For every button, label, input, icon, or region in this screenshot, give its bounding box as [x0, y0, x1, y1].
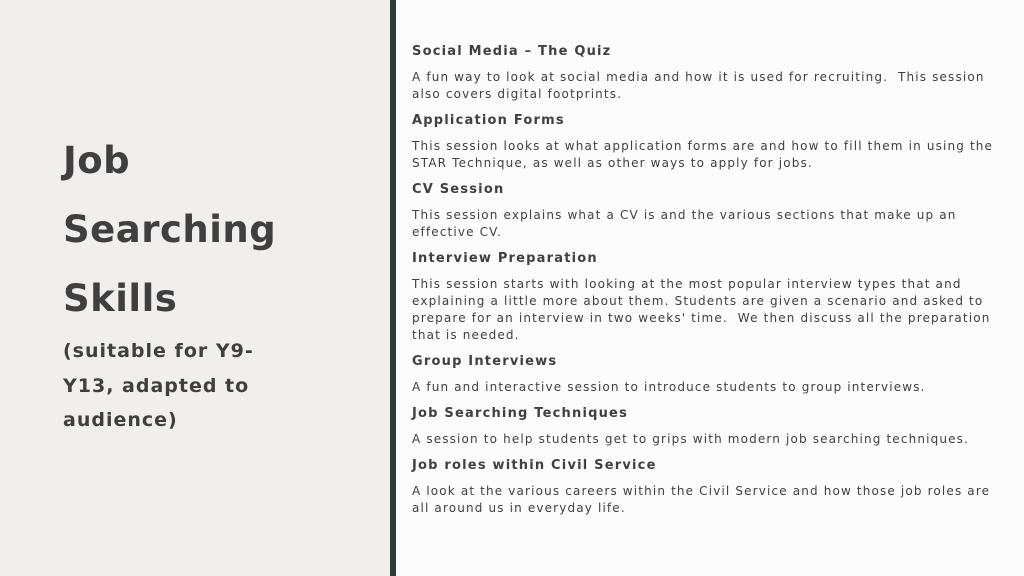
session-heading: Job roles within Civil Service — [412, 458, 657, 473]
session-item — [412, 248, 1012, 344]
session-item — [412, 403, 1012, 448]
session-description: This session starts with looking at the most popular interview types that and explaining a little more about them. Students are given a scenario and asked to prepare for an interview in two weeks' time. We then discuss all the preparation that is needed. — [412, 277, 996, 342]
session-heading: Group Interviews — [412, 354, 558, 369]
session-description: A fun way to look at social media and how it is used for recruiting. This session also covers digital footprints. — [412, 70, 990, 101]
session-list — [412, 41, 1012, 524]
session-item — [412, 41, 1012, 103]
session-heading: Social Media – The Quiz — [412, 44, 612, 59]
session-description: A session to help students get to grips with modern job searching techniques. — [412, 432, 970, 446]
title-line-3: Skills — [63, 277, 178, 320]
session-item — [412, 110, 1012, 172]
session-heading: Interview Preparation — [412, 251, 598, 266]
session-item — [412, 351, 1012, 396]
session-description: This session looks at what application forms are and how to fill them in using the STAR Technique, as well as other ways to apply for jobs. — [412, 139, 999, 170]
title-line-2: Searching — [63, 208, 277, 251]
audience-subtitle: (suitable for Y9-Y13, adapted to audience) — [63, 340, 254, 431]
session-heading: Job Searching Techniques — [412, 406, 629, 421]
session-item — [412, 179, 1012, 241]
session-description: This session explains what a CV is and the various sections that make up an effective CV. — [412, 208, 962, 239]
session-description: A fun and interactive session to introduce students to group interviews. — [412, 380, 926, 394]
session-heading: CV Session — [412, 182, 505, 197]
title-line-1: Job — [63, 139, 131, 182]
session-heading: Application Forms — [412, 113, 565, 128]
session-description: A look at the various careers within the Civil Service and how those job roles are all around us in everyday life. — [412, 484, 996, 515]
session-item — [412, 455, 1012, 517]
title-block — [63, 126, 383, 438]
